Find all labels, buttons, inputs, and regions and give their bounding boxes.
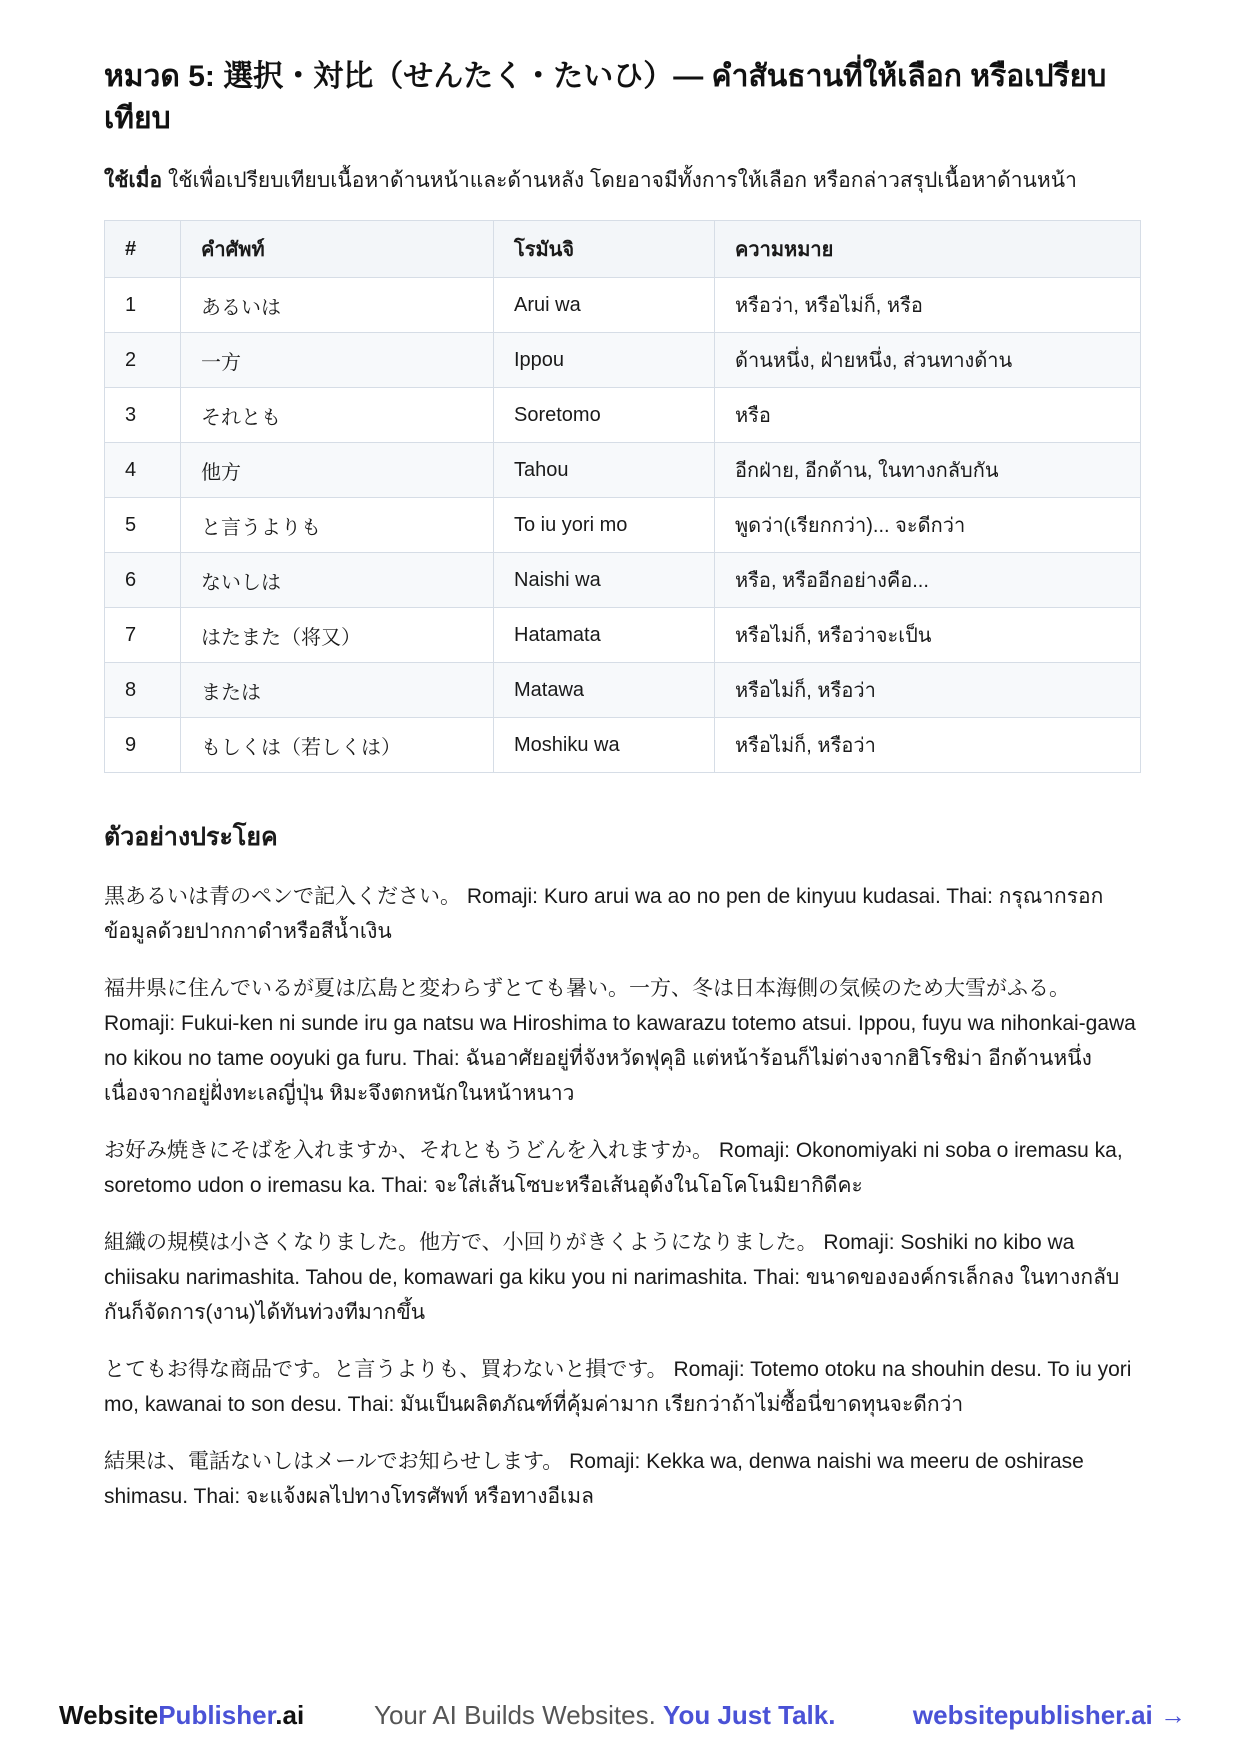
cell-number: 9	[105, 718, 181, 773]
table-row	[105, 278, 1141, 333]
cell-vocabulary: それとも	[181, 388, 494, 443]
tagline-main: Your AI Builds Websites.	[374, 1700, 664, 1730]
table-row	[105, 498, 1141, 553]
example-sentence: とてもお得な商品です。と言うよりも、買わないと損です。 Romaji: Totemo otoku na shouhin desu. To iu yori mo, kawanai to son desu. Thai: มันเป็นผลิตภัณฑ์ที่คุ้มค่ามาก เรียกว่าถ้าไม่ซื้อนี่ขาดทุนจะดีกว่า	[104, 1358, 1132, 1416]
cell-meaning: อีกฝ่าย, อีกด้าน, ในทางกลับกัน	[715, 443, 1141, 498]
cell-number: 8	[105, 663, 181, 718]
example-sentence: 黒あるいは青のペンで記入ください。 Romaji: Kuro arui wa ao no pen de kinyuu kudasai. Thai: กรุณากรอกข้อมูลด้วยปากกาดำหรือสีน้ำเงิน	[104, 885, 1104, 943]
cell-romaji: Soretomo	[494, 388, 715, 443]
header-vocabulary: คำศัพท์	[181, 221, 494, 278]
brand-main: Website	[59, 1700, 159, 1730]
cell-meaning: หรือ, หรืออีกอย่างคือ...	[715, 553, 1141, 608]
brand-accent: Publisher	[158, 1700, 276, 1730]
page-title: หมวด 5: 選択・対比（せんたく・たいひ）— คำสันธานที่ให้เลือก หรือเปรียบเทียบ	[104, 60, 1107, 135]
table-row	[105, 553, 1141, 608]
table-header-row	[105, 221, 1141, 278]
cell-romaji: Ippou	[494, 333, 715, 388]
cell-vocabulary: はたまた（将又）	[181, 608, 494, 663]
cell-number: 3	[105, 388, 181, 443]
vocabulary-table	[104, 220, 1141, 773]
cell-number: 1	[105, 278, 181, 333]
example-sentence: 福井県に住んでいるが夏は広島と変わらずとても暑い。一方、冬は日本海側の気候のため大雪がふる。 Romaji: Fukui-ken ni sunde iru ga natsu wa Hiroshima to kawarazu totemo atsui. Ippou, fuyu wa nihonkai-gawa no kikou no tame ooyuki ga furu. Thai: ฉันอาศัยอยู่ที่จังหวัดฟุคุอิ แต่หน้าร้อนก็ไม่ต่างจากฮิโรชิม่า อีกด้านหนึ่งเนื่องจากอยู่ฝั่งทะเลญี่ปุ่น หิมะจึงตกหนักในหน้าหนาว	[104, 977, 1136, 1105]
cell-romaji: Arui wa	[494, 278, 715, 333]
cell-vocabulary: あるいは	[181, 278, 494, 333]
header-romaji: โรมันจิ	[494, 221, 715, 278]
cell-number: 7	[105, 608, 181, 663]
cell-meaning: หรือไม่ก็, หรือว่า	[715, 663, 1141, 718]
brand-logo[interactable]	[59, 1690, 304, 1740]
table-row	[105, 388, 1141, 443]
article	[104, 56, 1140, 1536]
cell-romaji: Matawa	[494, 663, 715, 718]
cell-meaning: หรือไม่ก็, หรือว่า	[715, 718, 1141, 773]
table-row	[105, 608, 1141, 663]
cell-romaji: Tahou	[494, 443, 715, 498]
example-sentence: お好み焼きにそばを入れますか、それともうどんを入れますか。 Romaji: Okonomiyaki ni soba o iremasu ka, soretomo udon o iremasu ka. Thai: จะใส่เส้นโซบะหรือเส้นอุด้งในโอโคโนมิยากิดีคะ	[104, 1139, 1123, 1197]
header-number: #	[105, 221, 181, 278]
table-row	[105, 443, 1141, 498]
cell-number: 4	[105, 443, 181, 498]
header-meaning: ความหมาย	[715, 221, 1141, 278]
usage-label: ใช้เมื่อ	[104, 169, 163, 192]
tagline-accent: You Just Talk.	[663, 1700, 836, 1730]
cell-vocabulary: 一方	[181, 333, 494, 388]
table-row	[105, 718, 1141, 773]
cell-meaning: หรือไม่ก็, หรือว่าจะเป็น	[715, 608, 1141, 663]
website-link[interactable]: websitepublisher.ai →	[912, 1700, 1186, 1730]
cell-vocabulary: ないしは	[181, 553, 494, 608]
cell-meaning: หรือว่า, หรือไม่ก็, หรือ	[715, 278, 1141, 333]
footer	[0, 1690, 1242, 1740]
example-sentence: 組織の規模は小さくなりました。他方で、小回りがきくようになりました。 Romaji: Soshiki no kibo wa chiisaku narimashita. Tahou de, komawari ga kiku you ni narimashita. Thai: ขนาดขององค์กรเล็กลง ในทางกลับกันก็จัดการ(งาน)ได้ทันท่วงทีมากขึ้น	[104, 1231, 1120, 1324]
cell-meaning: พูดว่า(เรียกกว่า)... จะดีกว่า	[715, 498, 1141, 553]
usage-text: ใช้เพื่อเปรียบเทียบเนื้อหาด้านหน้าและด้านหลัง โดยอาจมีทั้งการให้เลือก หรือกล่าวสรุปเนื้อหาด้านหน้า	[162, 169, 1077, 192]
brand-suffix: .ai	[275, 1700, 305, 1730]
example-sentence: 結果は、電話ないしはメールでお知らせします。 Romaji: Kekka wa, denwa naishi wa meeru de oshirase shimasu. Thai: จะแจ้งผลไปทางโทรศัพท์ หรือทางอีเมล	[104, 1450, 1084, 1508]
cell-vocabulary: もしくは（若しくは）	[181, 718, 494, 773]
cell-romaji: Hatamata	[494, 608, 715, 663]
tagline	[374, 1690, 835, 1740]
table-row	[105, 663, 1141, 718]
usage-note	[104, 166, 1140, 196]
cell-romaji: To iu yori mo	[494, 498, 715, 553]
cell-number: 5	[105, 498, 181, 553]
cell-number: 6	[105, 553, 181, 608]
cell-romaji: Moshiku wa	[494, 718, 715, 773]
table-row	[105, 333, 1141, 388]
cell-vocabulary: または	[181, 663, 494, 718]
cell-vocabulary: と言うよりも	[181, 498, 494, 553]
cell-number: 2	[105, 333, 181, 388]
examples-heading: ตัวอย่างประโยค	[104, 823, 278, 851]
cell-meaning: ด้านหนึ่ง, ฝ่ายหนึ่ง, ส่วนทางด้าน	[715, 333, 1141, 388]
cell-vocabulary: 他方	[181, 443, 494, 498]
cell-romaji: Naishi wa	[494, 553, 715, 608]
cell-meaning: หรือ	[715, 388, 1141, 443]
